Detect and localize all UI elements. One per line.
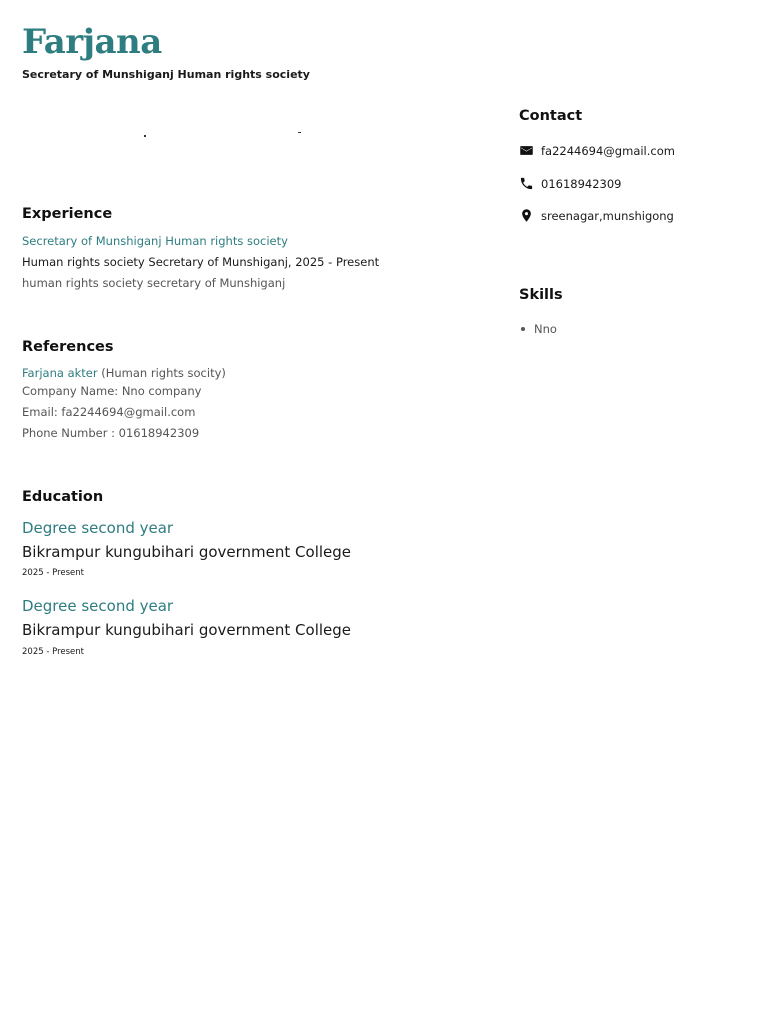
- skill-item: [521, 322, 557, 336]
- education-school: Bikrampur kungubihari government College: [22, 543, 352, 561]
- mail-icon: [519, 143, 534, 158]
- skill-label: Nno: [534, 322, 557, 336]
- candidate-name: Farjana: [22, 22, 162, 62]
- contact-phone-row: [519, 176, 621, 191]
- contact-heading: Contact: [519, 108, 583, 124]
- education-heading: Education: [22, 489, 104, 505]
- location-pin-icon: [519, 208, 534, 223]
- education-dates: 2025 - Present: [22, 568, 84, 578]
- contact-email-row: [519, 143, 675, 158]
- phone-icon: [519, 176, 534, 191]
- experience-role: Secretary of Munshiganj Human rights society: [22, 234, 288, 248]
- experience-heading: Experience: [22, 206, 113, 222]
- reference-email: Email: fa2244694@gmail.com: [22, 405, 196, 419]
- candidate-subtitle: Secretary of Munshiganj Human rights society: [22, 68, 310, 81]
- skills-heading: Skills: [519, 287, 563, 303]
- bullet-icon: [521, 327, 525, 331]
- reference-phone: Phone Number : 01618942309: [22, 426, 200, 440]
- contact-phone: 01618942309: [541, 176, 622, 191]
- contact-address-row: [519, 208, 674, 223]
- experience-description: human rights society secretary of Munshiganj: [22, 276, 286, 290]
- education-school: Bikrampur kungubihari government College: [22, 621, 352, 639]
- experience-org-line: Human rights society Secretary of Munshiganj, 2025 - Present: [22, 255, 380, 269]
- education-degree: Degree second year: [22, 597, 174, 615]
- contact-address: sreenagar,munshigong: [541, 208, 674, 223]
- education-dates: 2025 - Present: [22, 647, 84, 657]
- references-heading: References: [22, 339, 114, 355]
- education-degree: Degree second year: [22, 519, 174, 537]
- reference-company: Company Name: Nno company: [22, 384, 202, 398]
- contact-email: fa2244694@gmail.com: [541, 143, 675, 158]
- reference-entry: [22, 366, 226, 380]
- reference-name: Farjana akter: [22, 366, 98, 380]
- reference-org: (Human rights socity): [101, 366, 226, 380]
